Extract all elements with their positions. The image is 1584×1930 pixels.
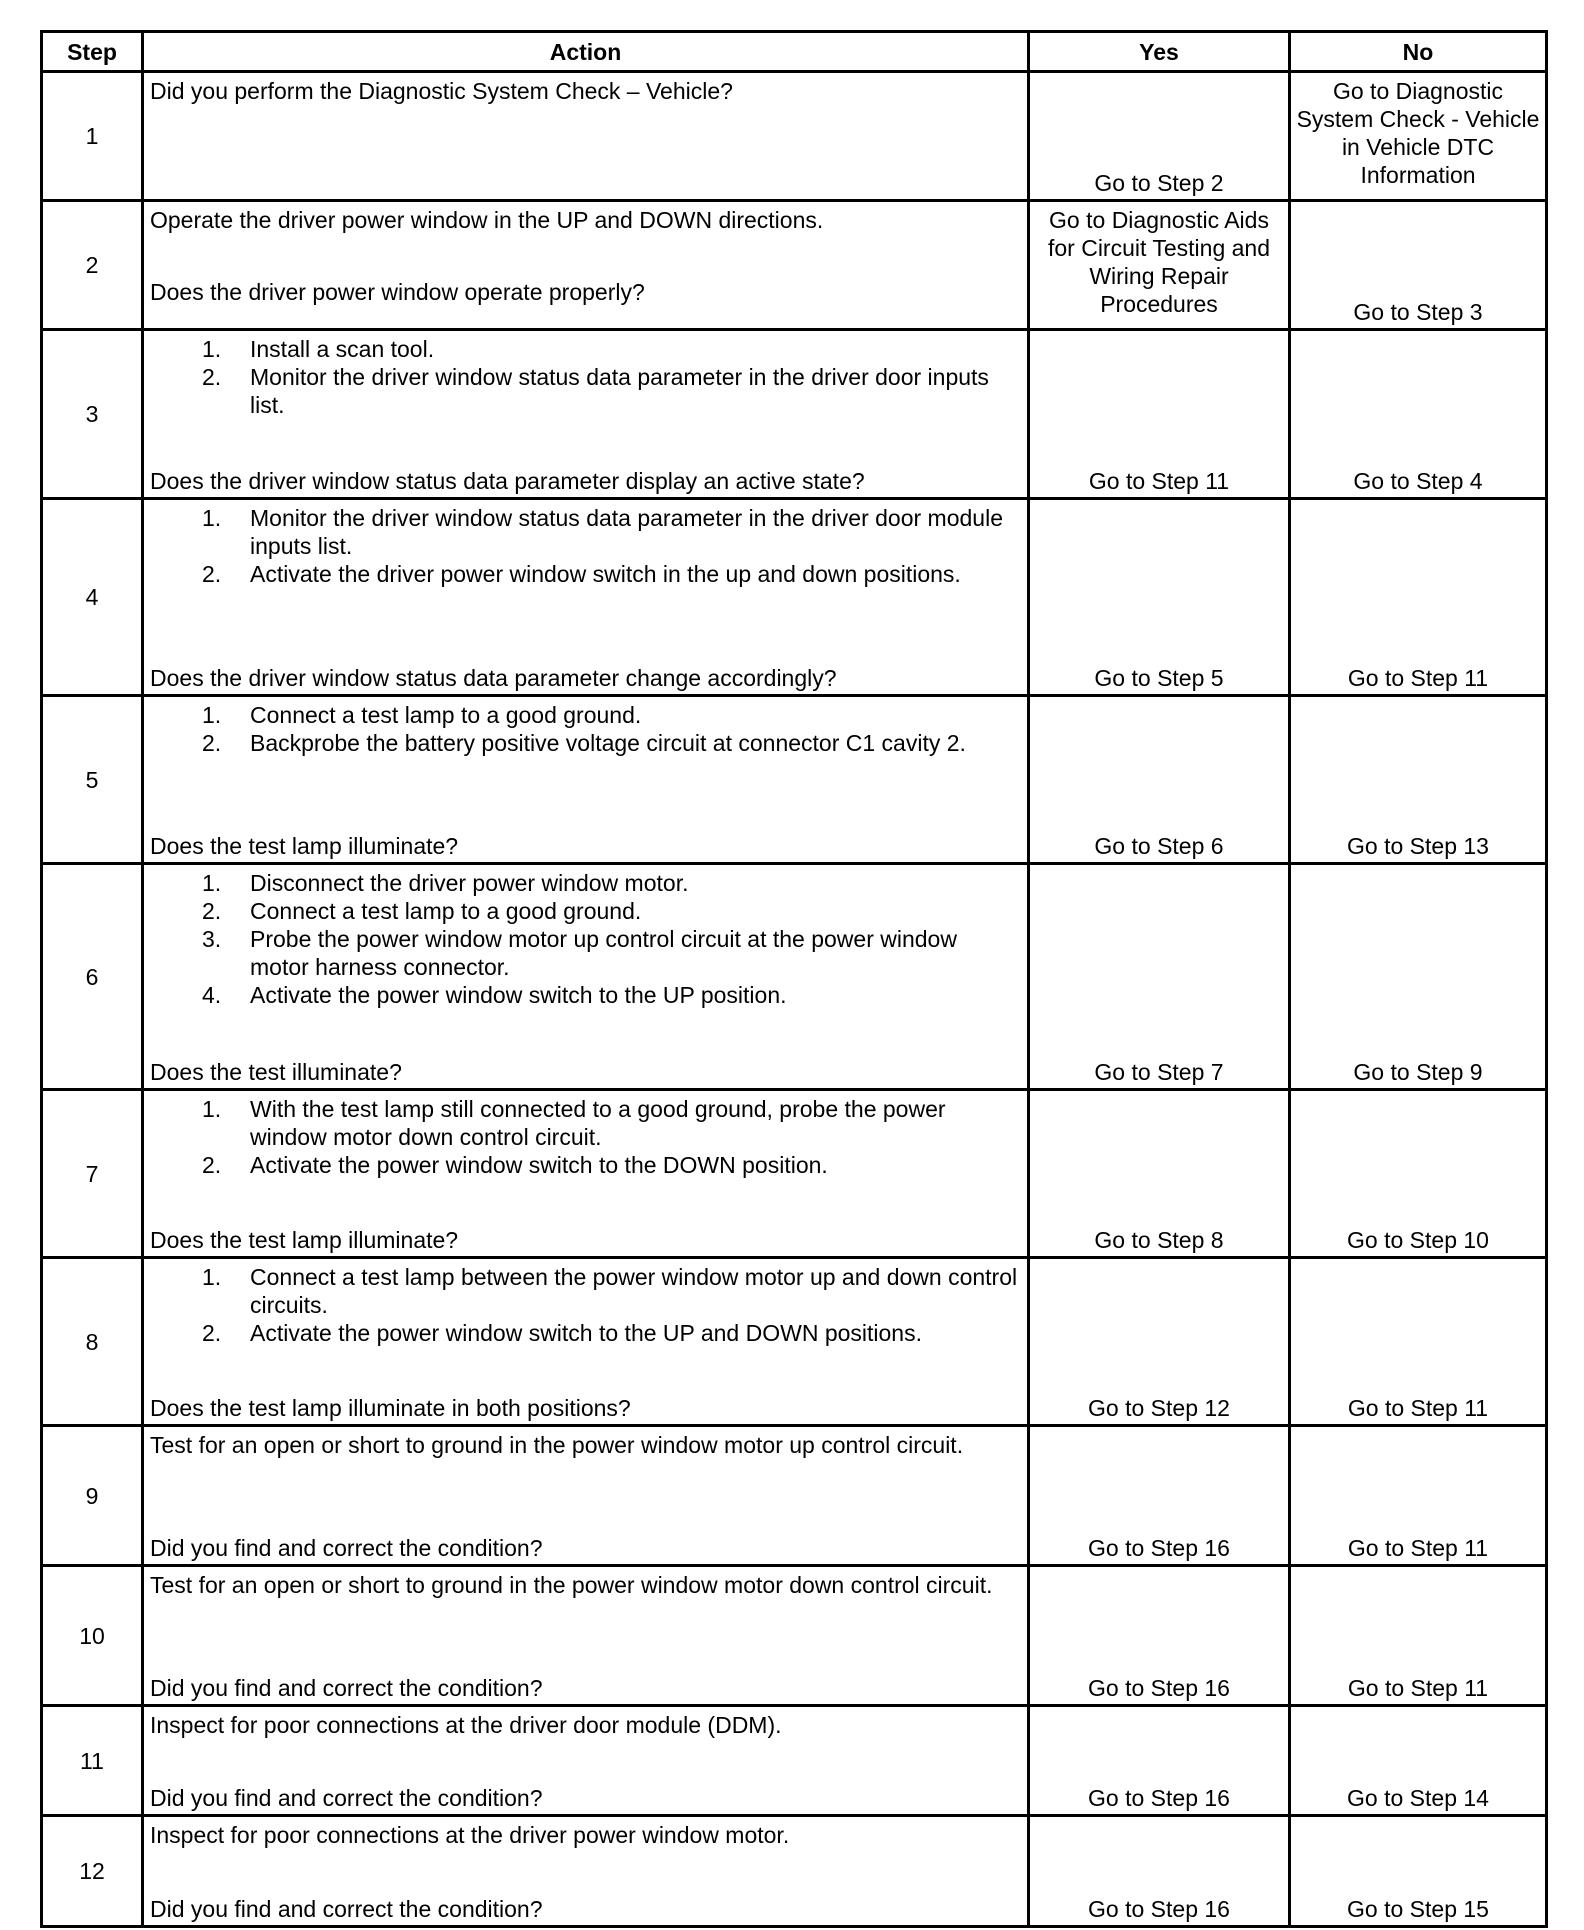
action-cell — [143, 1816, 1029, 1927]
list-item — [150, 363, 1021, 419]
yes-cell — [1029, 1816, 1290, 1927]
no-target: Go to Step 11 — [1347, 1395, 1489, 1421]
no-cell — [1290, 864, 1547, 1090]
list-item — [150, 1095, 1021, 1151]
list-item — [150, 560, 1021, 588]
action-question: Does the driver window status data parameter change accordingly? — [150, 665, 837, 691]
list-number: 1. — [202, 870, 222, 896]
list-number: 2. — [202, 730, 222, 756]
list-item — [150, 1151, 1021, 1179]
action-cell — [143, 1090, 1029, 1258]
yes-cell — [1029, 696, 1290, 864]
list-number: 4. — [202, 982, 222, 1008]
list-text: Activate the power window switch to the DOWN position. — [250, 1152, 828, 1178]
no-cell — [1290, 696, 1547, 864]
list-number: 2. — [202, 1152, 222, 1178]
no-target: Go to Step 11 — [1347, 1535, 1489, 1561]
list-number: 2. — [202, 364, 222, 390]
no-cell — [1290, 1566, 1547, 1706]
action-question: Does the driver power window operate properly? — [150, 279, 645, 305]
list-text: Probe the power window motor up control circuit at the power window motor harness connector. — [250, 926, 957, 980]
action-cell — [143, 72, 1029, 201]
instruction-list — [150, 504, 1021, 588]
no-target: Go to Step 11 — [1347, 1675, 1489, 1701]
yes-cell — [1029, 1090, 1290, 1258]
diagnostic-table — [40, 30, 1548, 1928]
list-item — [150, 1319, 1021, 1347]
action-question: Does the driver window status data parameter display an active state? — [150, 468, 865, 494]
table-row — [42, 72, 1547, 201]
yes-target: Go to Step 6 — [1094, 833, 1224, 859]
list-text: Install a scan tool. — [250, 336, 435, 362]
step-number: 10 — [42, 1566, 143, 1706]
table-row — [42, 1426, 1547, 1566]
yes-target: Go to Step 16 — [1088, 1785, 1230, 1811]
list-item — [150, 335, 1021, 363]
no-target: Go to Step 10 — [1347, 1227, 1489, 1253]
step-number: 2 — [42, 201, 143, 330]
list-text: Backprobe the battery positive voltage circuit at connector C1 cavity 2. — [250, 730, 966, 756]
no-target: Go to Step 11 — [1347, 665, 1489, 691]
list-item — [150, 729, 1021, 757]
yes-cell — [1029, 201, 1290, 330]
list-text: Connect a test lamp between the power window motor up and down control circuits. — [250, 1264, 1018, 1318]
action-text: Inspect for poor connections at the driver door module (DDM). — [150, 1712, 782, 1738]
list-text: Monitor the driver window status data parameter in the driver door module inputs list. — [250, 505, 1003, 559]
header-step: Step — [42, 32, 143, 72]
yes-target: Go to Diagnostic Aids for Circuit Testing and Wiring Repair Procedures — [1047, 207, 1270, 317]
table-row — [42, 330, 1547, 499]
list-text: Activate the power window switch to the UP and DOWN positions. — [250, 1320, 922, 1346]
no-cell — [1290, 72, 1547, 201]
list-number: 3. — [202, 926, 222, 952]
yes-cell — [1029, 1566, 1290, 1706]
list-number: 1. — [202, 1264, 222, 1290]
list-text: Connect a test lamp to a good ground. — [250, 898, 642, 924]
yes-cell — [1029, 72, 1290, 201]
no-target: Go to Step 15 — [1347, 1896, 1489, 1922]
action-cell — [143, 1426, 1029, 1566]
list-text: Disconnect the driver power window motor. — [250, 870, 689, 896]
table-row — [42, 1706, 1547, 1816]
action-text: Inspect for poor connections at the driver power window motor. — [150, 1822, 790, 1848]
header-yes: Yes — [1029, 32, 1290, 72]
list-text: Activate the power window switch to the UP position. — [250, 982, 787, 1008]
no-target: Go to Step 3 — [1353, 299, 1483, 325]
yes-cell — [1029, 1706, 1290, 1816]
list-item — [150, 701, 1021, 729]
instruction-list — [150, 701, 1021, 757]
step-number: 3 — [42, 330, 143, 499]
instruction-list — [150, 335, 1021, 419]
list-item — [150, 1263, 1021, 1319]
action-cell — [143, 499, 1029, 696]
list-number: 2. — [202, 898, 222, 924]
no-target: Go to Diagnostic System Check - Vehicle in Vehicle DTC Information — [1296, 78, 1540, 188]
no-cell — [1290, 201, 1547, 330]
instruction-list — [150, 1263, 1021, 1347]
action-question: Did you find and correct the condition? — [150, 1785, 543, 1811]
yes-target: Go to Step 8 — [1094, 1227, 1224, 1253]
table-row — [42, 1816, 1547, 1927]
action-text: Test for an open or short to ground in the power window motor up control circuit. — [150, 1432, 964, 1458]
list-text: Activate the driver power window switch in the up and down positions. — [250, 561, 961, 587]
action-text: Test for an open or short to ground in the power window motor down control circuit. — [150, 1572, 993, 1598]
list-text: Connect a test lamp to a good ground. — [250, 702, 642, 728]
no-target: Go to Step 4 — [1353, 468, 1483, 494]
step-number: 12 — [42, 1816, 143, 1927]
action-question: Does the test lamp illuminate? — [150, 833, 459, 859]
table-row — [42, 864, 1547, 1090]
step-number: 7 — [42, 1090, 143, 1258]
yes-target: Go to Step 5 — [1094, 665, 1224, 691]
list-item — [150, 869, 1021, 897]
no-cell — [1290, 1090, 1547, 1258]
header-no: No — [1290, 32, 1547, 72]
list-item — [150, 981, 1021, 1009]
step-number: 6 — [42, 864, 143, 1090]
action-question: Did you find and correct the condition? — [150, 1535, 543, 1561]
list-item — [150, 897, 1021, 925]
no-target: Go to Step 13 — [1347, 833, 1489, 859]
list-number: 1. — [202, 1096, 222, 1122]
yes-target: Go to Step 12 — [1088, 1395, 1230, 1421]
action-cell — [143, 330, 1029, 499]
action-question: Does the test lamp illuminate in both positions? — [150, 1395, 631, 1421]
step-number: 8 — [42, 1258, 143, 1426]
action-question: Does the test lamp illuminate? — [150, 1227, 459, 1253]
table-row — [42, 1566, 1547, 1706]
no-cell — [1290, 1258, 1547, 1426]
table-row — [42, 1090, 1547, 1258]
header-row — [42, 32, 1547, 72]
list-text: With the test lamp still connected to a good ground, probe the power window motor down control circuit. — [250, 1096, 946, 1150]
yes-cell — [1029, 1258, 1290, 1426]
action-question: Did you find and correct the condition? — [150, 1675, 543, 1701]
no-cell — [1290, 1816, 1547, 1927]
no-cell — [1290, 1426, 1547, 1566]
header-action: Action — [143, 32, 1029, 72]
step-number: 11 — [42, 1706, 143, 1816]
action-question: Did you find and correct the condition? — [150, 1896, 543, 1922]
no-target: Go to Step 14 — [1347, 1785, 1489, 1811]
yes-cell — [1029, 330, 1290, 499]
yes-target: Go to Step 16 — [1088, 1675, 1230, 1701]
yes-cell — [1029, 499, 1290, 696]
no-cell — [1290, 499, 1547, 696]
action-cell — [143, 201, 1029, 330]
list-number: 1. — [202, 505, 222, 531]
yes-target: Go to Step 16 — [1088, 1896, 1230, 1922]
yes-target: Go to Step 7 — [1094, 1059, 1224, 1085]
list-item — [150, 504, 1021, 560]
list-number: 1. — [202, 336, 222, 362]
yes-cell — [1029, 1426, 1290, 1566]
step-number: 1 — [42, 72, 143, 201]
table-row — [42, 1258, 1547, 1426]
no-target: Go to Step 9 — [1353, 1059, 1483, 1085]
instruction-list — [150, 869, 1021, 1009]
yes-target: Go to Step 16 — [1088, 1535, 1230, 1561]
no-cell — [1290, 1706, 1547, 1816]
list-number: 2. — [202, 1320, 222, 1346]
table-row — [42, 499, 1547, 696]
list-number: 1. — [202, 702, 222, 728]
action-cell — [143, 1706, 1029, 1816]
yes-target: Go to Step 2 — [1094, 170, 1224, 196]
action-text: Did you perform the Diagnostic System Check – Vehicle? — [150, 78, 733, 104]
action-text: Operate the driver power window in the UP and DOWN directions. — [150, 207, 824, 233]
step-number: 5 — [42, 696, 143, 864]
action-cell — [143, 696, 1029, 864]
yes-cell — [1029, 864, 1290, 1090]
list-item — [150, 925, 1021, 981]
action-cell — [143, 1566, 1029, 1706]
instruction-list — [150, 1095, 1021, 1179]
action-cell — [143, 864, 1029, 1090]
no-cell — [1290, 330, 1547, 499]
list-number: 2. — [202, 561, 222, 587]
action-question: Does the test illuminate? — [150, 1059, 402, 1085]
table-row — [42, 201, 1547, 330]
yes-target: Go to Step 11 — [1088, 468, 1230, 494]
action-cell — [143, 1258, 1029, 1426]
table-row — [42, 696, 1547, 864]
step-number: 9 — [42, 1426, 143, 1566]
list-text: Monitor the driver window status data parameter in the driver door inputs list. — [250, 364, 989, 418]
step-number: 4 — [42, 499, 143, 696]
